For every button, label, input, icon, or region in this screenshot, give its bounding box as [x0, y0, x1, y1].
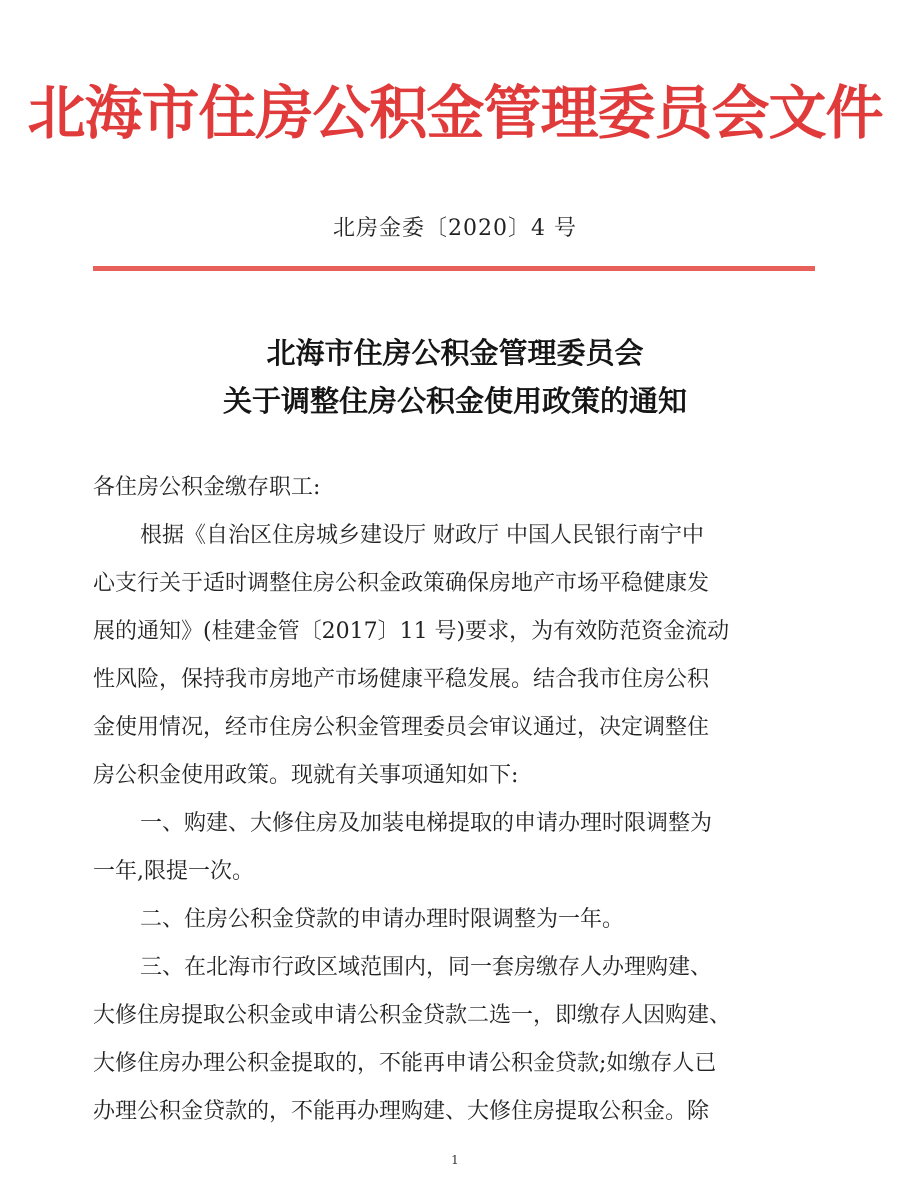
body-line: 一、购建、大修住房及加装电梯提取的申请办理时限调整为	[140, 811, 713, 836]
notice-title-line-1: 北海市住房公积金管理委员会	[266, 336, 644, 370]
body-line: 大修住房办理公积金提取的，不能再申请公积金贷款;如缴存人已	[93, 1051, 717, 1076]
body-line: 根据《自治区住房城乡建设厅 财政厅 中国人民银行南宁中	[140, 523, 704, 548]
salutation: 各住房公积金缴存职工:	[93, 475, 321, 500]
body-line: 办理公积金贷款的，不能再办理购建、大修住房提取公积金。除	[93, 1099, 710, 1124]
body-line: 性风险，保持我市房地产市场健康平稳发展。结合我市住房公积	[93, 667, 710, 692]
body-line: 三、在北海市行政区域范围内，同一套房缴存人办理购建、	[140, 955, 713, 980]
page-number: 1	[451, 1153, 459, 1167]
notice-title-line-2: 关于调整住房公积金使用政策的通知	[222, 384, 687, 418]
body-line: 展的通知》(桂建金管〔2017〕11 号)要求，为有效防范资金流动	[93, 619, 730, 644]
red-divider-line	[93, 266, 815, 271]
body-line: 心支行关于适时调整住房公积金政策确保房地产市场平稳健康发	[93, 571, 710, 596]
masthead-title: 北海市住房公积金管理委员会文件	[27, 79, 883, 147]
body-line: 二、住房公积金贷款的申请办理时限调整为一年。	[140, 907, 625, 932]
document-number: 北房金委〔2020〕4 号	[333, 216, 577, 241]
body-line: 大修住房提取公积金或申请公积金贷款二选一，即缴存人因购建、	[93, 1003, 732, 1028]
body-line: 一年,限提一次。	[93, 859, 254, 884]
body-line: 金使用情况，经市住房公积金管理委员会审议通过，决定调整住	[93, 715, 710, 740]
body-line: 房公积金使用政策。现就有关事项通知如下:	[93, 763, 519, 788]
